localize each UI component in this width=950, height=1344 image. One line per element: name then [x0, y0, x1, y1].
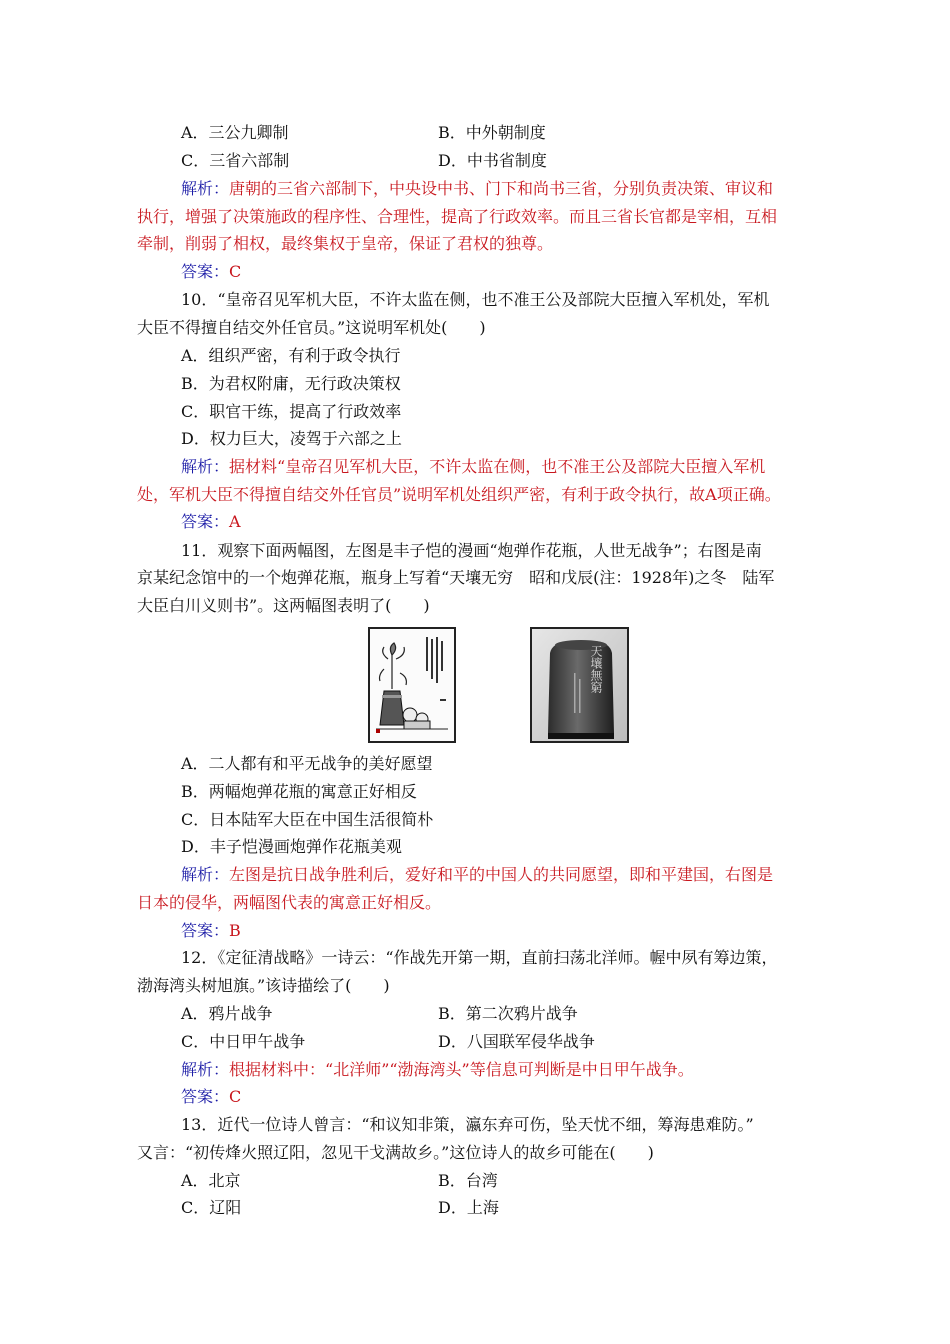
q11-stem-line-1: 11．观察下面两幅图，左图是丰子恺的漫画“炮弹作花瓶，人世无战争”；右图是南 — [181, 541, 762, 560]
analysis-text: 据材料“皇帝召见军机大臣，不许太监在侧，也不准王公及部院大臣擅入军机 — [229, 457, 766, 476]
q9-option-d[interactable]: D．中书省制度 — [438, 151, 547, 170]
shell-vase-photo — [530, 627, 629, 743]
answer-label: 答案： — [181, 262, 230, 281]
shell-vase-drawing — [532, 629, 627, 741]
answer-value: C — [229, 262, 242, 281]
q10-option-b[interactable]: B．为君权附庸，无行政决策权 — [181, 374, 401, 393]
q9-option-a[interactable]: A．三公九卿制 — [181, 123, 289, 142]
q12-analysis-line-1 — [181, 1060, 694, 1080]
q11-option-c[interactable]: C．日本陆军大臣在中国生活很简朴 — [181, 810, 434, 829]
q10-option-d[interactable]: D．权力巨大，凌驾于六部之上 — [181, 429, 402, 448]
q13-option-c[interactable]: C．辽阳 — [181, 1198, 242, 1217]
q9-analysis-line-1 — [181, 179, 773, 199]
q12-option-d[interactable]: D．八国联军侵华战争 — [438, 1032, 595, 1051]
analysis-label: 解析： — [181, 179, 230, 198]
inscription-text: 天壤無窮 — [589, 645, 603, 693]
q10-answer — [181, 512, 241, 532]
analysis-text: 唐朝的三省六部制下，中央设中书、门下和尚书三省，分别负责决策、审议和 — [229, 179, 774, 198]
cartoon-shell-vase-image — [368, 627, 456, 743]
q12-option-b[interactable]: B．第二次鸦片战争 — [438, 1004, 578, 1023]
q13-option-b[interactable]: B．台湾 — [438, 1171, 498, 1190]
q13-stem-line-1: 13．近代一位诗人曾言：“和议知非策，瀛东弃可伤，坠天忧不细，筹海患难防。” — [181, 1115, 754, 1134]
answer-value: C — [229, 1087, 242, 1106]
q9-analysis-line-3: 牵制，削弱了相权，最终集权于皇帝，保证了君权的独尊。 — [137, 234, 554, 253]
q11-option-a[interactable]: A．二人都有和平无战争的美好愿望 — [181, 754, 433, 773]
q9-option-b[interactable]: B．中外朝制度 — [438, 123, 546, 142]
q13-option-a[interactable]: A．北京 — [181, 1171, 241, 1190]
analysis-label: 解析： — [181, 865, 230, 884]
answer-value: B — [229, 921, 241, 940]
analysis-label: 解析： — [181, 457, 230, 476]
q11-answer — [181, 921, 241, 941]
q12-option-a[interactable]: A．鸦片战争 — [181, 1004, 273, 1023]
analysis-label: 解析： — [181, 1060, 230, 1079]
q10-option-c[interactable]: C．职官干练，提高了行政效率 — [181, 402, 402, 421]
q10-analysis-line-2: 处，军机大臣不得擅自结交外任官员”说明军机处组织严密，有利于政令执行，故A项正确。 — [137, 485, 781, 504]
q12-stem-line-2: 渤海湾头树旭旗。”该诗描绘了( ) — [137, 976, 390, 995]
q11-option-b[interactable]: B．两幅炮弹花瓶的寓意正好相反 — [181, 782, 417, 801]
q9-analysis-line-2: 执行，增强了决策施政的程序性、合理性，提高了行政效率。而且三省长官都是宰相，互相 — [137, 207, 778, 226]
answer-label: 答案： — [181, 921, 230, 940]
q13-stem-line-2: 又言：“初传烽火照辽阳，忽见干戈满故乡。”这位诗人的故乡可能在( ) — [137, 1143, 654, 1162]
q11-option-d[interactable]: D．丰子恺漫画炮弹作花瓶美观 — [181, 837, 402, 856]
q10-stem-line-1: 10．“皇帝召见军机大臣，不许太监在侧，也不准王公及部院大臣擅入军机处，军机 — [181, 290, 770, 309]
q12-option-c[interactable]: C．中日甲午战争 — [181, 1032, 306, 1051]
q10-stem-line-2: 大臣不得擅自结交外任官员。”这说明军机处( ) — [137, 318, 486, 337]
q11-analysis-line-1 — [181, 865, 773, 885]
q12-answer — [181, 1087, 241, 1107]
analysis-text: 左图是抗日战争胜利后，爱好和平的中国人的共同愿望，即和平建国，右图是 — [229, 865, 774, 884]
q9-option-c[interactable]: C．三省六部制 — [181, 151, 290, 170]
q12-stem-line-1: 12．《定征清战略》一诗云：“作战先开第一期，直前扫荡北洋师。幄中夙有筹边策， — [181, 948, 778, 967]
q10-option-a[interactable]: A．组织严密，有利于政令执行 — [181, 346, 401, 365]
q11-analysis-line-2: 日本的侵华，两幅图代表的寓意正好相反。 — [137, 893, 442, 912]
analysis-text: 根据材料中：“北洋师”“渤海湾头”等信息可判断是中日甲午战争。 — [229, 1060, 694, 1079]
cartoon-drawing — [370, 629, 454, 741]
q11-stem-line-2: 京某纪念馆中的一个炮弹花瓶，瓶身上写着“天壤无穷 昭和戊辰(注：1928年)之冬 陆军 — [137, 568, 775, 587]
q11-stem-line-3: 大臣白川义则书”。这两幅图表明了( ) — [137, 596, 430, 615]
q13-option-d[interactable]: D．上海 — [438, 1198, 499, 1217]
q9-answer — [181, 262, 241, 282]
answer-value: A — [229, 512, 241, 531]
answer-label: 答案： — [181, 512, 230, 531]
q10-analysis-line-1 — [181, 457, 765, 477]
answer-label: 答案： — [181, 1087, 230, 1106]
